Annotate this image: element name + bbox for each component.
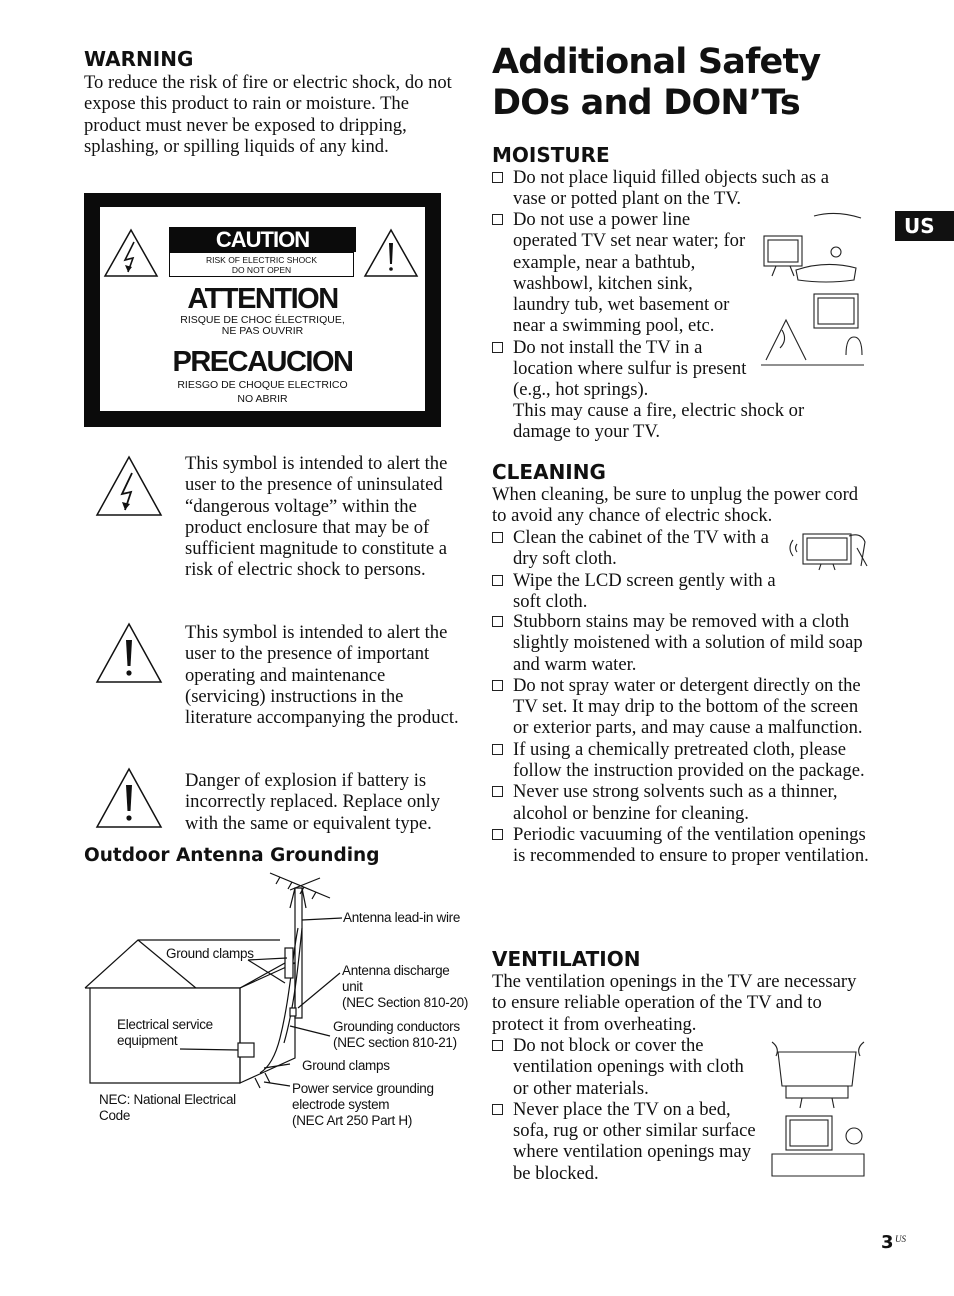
checkbox-bullet-icon [492, 214, 503, 225]
cleaning-intro: When cleaning, be sure to unplug the power cord to avoid any chance of electric shock. [492, 484, 859, 527]
precaucion-sub-line-2: NO ABRIR [237, 393, 288, 405]
power-service-line-3: (NEC Art 250 Part H) [292, 1113, 413, 1128]
ventilation-intro: The ventilation openings in the TV are necessary to ensure reliable operation of the TV and to protect it from overheating. [492, 971, 857, 1035]
antenna-discharge-line-2: unit [342, 979, 363, 994]
list-item [492, 570, 782, 613]
attention-sub-line-1: RISQUE DE CHOC ÉLECTRIQUE, [180, 314, 345, 326]
precaucion-sub-line-1: RIESGO DE CHOQUE ELECTRICO [177, 379, 348, 391]
nec-label [99, 1092, 236, 1124]
ground-clamps-top-label: Ground clamps [166, 946, 254, 961]
list-item [492, 611, 870, 675]
exclamation-symbol-icon [95, 622, 163, 684]
checkbox-bullet-icon [492, 172, 503, 183]
list-item [492, 1099, 762, 1184]
ground-clamps-bottom-label: Ground clamps [302, 1058, 390, 1073]
list-item-text: Do not use a power line operated TV set near water; for example, near a bathtub, washbowl, kitchen sink, laundry tub, wet basement or near a swimming pool, etc. [513, 209, 746, 337]
antenna-discharge-label [342, 963, 468, 1011]
page-title: Additional Safety DOs and DON’Ts [492, 42, 821, 123]
battery-warning-icon [95, 767, 163, 829]
moisture-list-1 [492, 167, 862, 210]
list-item [492, 824, 870, 867]
checkbox-bullet-icon [492, 680, 503, 691]
list-item-text: Stubborn stains may be removed with a cloth slightly moistened with a solution of mild soap and warm water. [513, 611, 863, 675]
attention-sub-line-2: NE PAS OUVRIR [221, 325, 304, 337]
list-item-text: Do not place liquid filled objects such as a vase or potted plant on the TV. [513, 167, 830, 210]
list-item-text: Wipe the LCD screen gently with a soft cloth. [513, 569, 776, 612]
caution-heading: CAUTION [169, 227, 356, 252]
electrical-service-line-2: equipment [117, 1033, 178, 1048]
page-number-suffix: US [895, 1234, 906, 1244]
cleaning-illustration-icon [785, 528, 871, 572]
list-item [492, 739, 870, 782]
checkbox-bullet-icon [492, 616, 503, 627]
lightning-symbol-text: This symbol is intended to alert the user to the presence of uninsulated “dangerous voltage” within the product enclosure that may be of sufficient magnitude to constitute a risk of electric shock to persons. [185, 453, 448, 581]
moisture-list-2 [492, 209, 752, 401]
list-item-text: Never use strong solvents such as a thinner, alcohol or benzine for cleaning. [513, 781, 838, 824]
list-item-text: Periodic vacuuming of the ventilation openings is recommended to ensure to proper ventilation. [513, 823, 869, 867]
precaucion-heading: PRECAUCION [172, 346, 353, 378]
list-item-text: Never place the TV on a bed, sofa, rug or other similar surface where ventilation openings may be blocked. [513, 1098, 756, 1184]
list-item [492, 167, 862, 210]
power-service-line-2: electrode system [292, 1097, 390, 1112]
checkbox-bullet-icon [492, 1104, 503, 1115]
checkbox-bullet-icon [492, 575, 503, 586]
precaucion-subtext [100, 378, 425, 406]
electrical-service-line-1: Electrical service [117, 1017, 213, 1032]
attention-heading: ATTENTION [187, 283, 338, 315]
lightning-symbol-icon [95, 455, 163, 517]
list-item [492, 337, 752, 401]
grounding-conductors-label [333, 1019, 460, 1051]
battery-warning-text: Danger of explosion if battery is incorrectly replaced. Replace only with the same or equivalent type. [185, 770, 441, 834]
exclamation-symbol-text: This symbol is intended to alert the user to the presence of important operating and maintenance (servicing) instructions in the literature accompanying the product. [185, 622, 459, 729]
electrical-service-label [117, 1017, 213, 1049]
outdoor-antenna-title: Outdoor Antenna Grounding [84, 845, 380, 866]
antenna-discharge-line-1: Antenna discharge [342, 963, 450, 978]
list-item-text: Do not block or cover the ventilation openings with cloth or other materials. [513, 1035, 744, 1099]
grounding-conductors-line-1: Grounding conductors [333, 1019, 460, 1034]
list-item-text: Do not install the TV in a location where sulfur is present (e.g., hot springs). [513, 336, 747, 401]
moisture-note: This may cause a fire, electric shock or damage to your TV. [513, 400, 805, 443]
list-item-text: If using a chemically pretreated cloth, please follow the instruction provided on the package. [513, 738, 865, 782]
language-tab: US [895, 211, 954, 241]
page-number: 3 [881, 1232, 894, 1253]
warning-title: WARNING [84, 47, 194, 71]
caution-subtext [169, 252, 354, 277]
ventilation-illustration-icon [764, 1036, 872, 1180]
list-item-text: Clean the cabinet of the TV with a dry soft cloth. [513, 527, 769, 570]
nec-line-1: NEC: National Electrical [99, 1092, 236, 1107]
list-item [492, 209, 752, 337]
nec-line-2: Code [99, 1108, 131, 1123]
lightning-warning-icon [103, 228, 159, 278]
list-item [492, 781, 870, 824]
ventilation-title: VENTILATION [492, 947, 641, 971]
exclamation-warning-icon [363, 228, 419, 278]
checkbox-bullet-icon [492, 1040, 503, 1051]
list-item-text: Do not spray water or detergent directly on the TV set. It may drip to the bottom of the screen or exterior parts, and may cause a malfunction. [513, 674, 863, 739]
checkbox-bullet-icon [492, 744, 503, 755]
checkbox-bullet-icon [492, 342, 503, 353]
ventilation-list [492, 1035, 762, 1184]
checkbox-bullet-icon [492, 532, 503, 543]
list-item [492, 1035, 762, 1099]
caution-sub-line-2: DO NOT OPEN [231, 265, 292, 275]
warning-text: To reduce the risk of fire or electric shock, do not expose this product to rain or moisture. The product must never be exposed to dripping, splashing, or spilling liquids of any kind. [84, 72, 452, 157]
moisture-title: MOISTURE [492, 143, 610, 167]
water-hazard-illustration-icon [756, 210, 868, 370]
list-item [492, 675, 870, 739]
checkbox-bullet-icon [492, 786, 503, 797]
cleaning-list-1 [492, 527, 782, 612]
power-service-label [292, 1081, 434, 1129]
checkbox-bullet-icon [492, 829, 503, 840]
caution-sub-line-1: RISK OF ELECTRIC SHOCK [206, 255, 317, 265]
list-item [492, 527, 782, 570]
cleaning-list-2 [492, 611, 870, 867]
attention-subtext [100, 315, 425, 337]
power-service-line-1: Power service grounding [292, 1081, 434, 1096]
antenna-lead-in-label: Antenna lead-in wire [343, 910, 461, 925]
grounding-conductors-line-2: (NEC section 810-21) [333, 1035, 457, 1050]
cleaning-title: CLEANING [492, 460, 606, 484]
antenna-discharge-line-3: (NEC Section 810-20) [342, 995, 469, 1010]
